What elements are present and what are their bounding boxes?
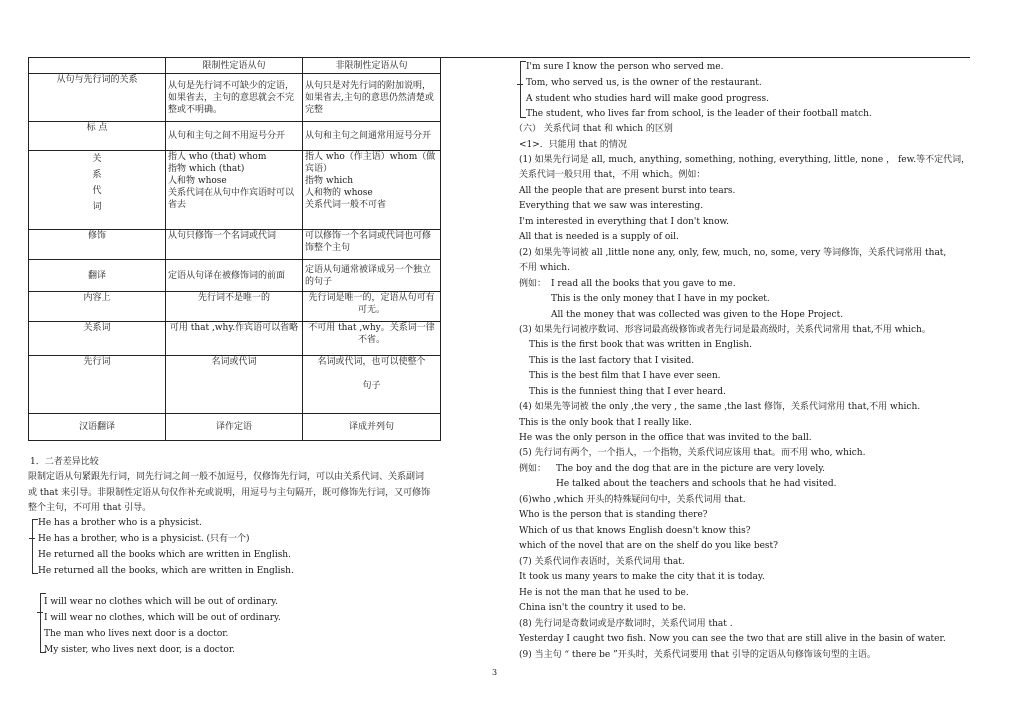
rule-text: (1) 如果先行词是 all, much, anything, something, nothing, everything, little, none ， few.等不定代词， (519, 155, 971, 165)
example-sentence: This is the only book that I really like. (519, 418, 692, 428)
table-row (29, 74, 441, 122)
table-header-empty (29, 58, 166, 74)
example-sentence: My sister, who lives next door, is a doctor. (44, 645, 236, 655)
nonrestrictive-cell: 名词或代词，也可以使整个 句子 (303, 356, 441, 414)
example-sentence: This is the only money that I have in my pocket. (551, 294, 770, 304)
page-number: 3 (492, 668, 498, 677)
example-sentence: This is the last factory that I visited. (529, 356, 695, 366)
nonrestrictive-cell: 先行词是唯一的，定语从句可有可无。 (303, 292, 441, 322)
example-sentence: The student, who lives far from school, is the leader of their football match. (526, 109, 872, 119)
example-sentence: I read all the books that you gave to me. (551, 279, 736, 289)
table-header-nonrestrictive: 非限制性定语从句 (303, 58, 441, 74)
table-header-restrictive: 限制性定语从句 (166, 58, 303, 74)
rule-text: 不用 which. (519, 263, 570, 273)
example-sentence: He returned all the books, which are written in English. (38, 566, 294, 576)
nonrestrictive-cell: 定语从句通常被译成另一个独立的句子 (303, 260, 441, 292)
rule-text: (8) 先行词是奇数词或是序数词时，关系代词用 that . (519, 619, 733, 629)
example-bracket (32, 519, 33, 574)
row-label: 内容上 (29, 292, 166, 322)
example-label: 例如： (519, 279, 547, 289)
rule-text: (2) 如果先等词被 all ,little none any, only, few, much, no, some, very 等词修饰，关系代词常用 that, (519, 248, 947, 258)
table-row (29, 122, 441, 151)
restrictive-cell: 可用 that ,why.作宾语可以省略 (166, 322, 303, 356)
row-label: 从句与先行词的关系 (29, 74, 166, 122)
example-sentence: Which of us that knows English doesn't know this? (519, 526, 751, 536)
row-label: 先行词 (29, 356, 166, 414)
example-sentence: I'm sure I know the person who served me. (526, 62, 724, 72)
example-sentence: The boy and the dog that are in the picture are very lovely. (556, 464, 825, 474)
table-header-row (29, 58, 441, 74)
example-sentence: A student who studies hard will make good progress. (526, 94, 770, 104)
example-sentence: which of the novel that are on the shelf do you like best? (519, 541, 778, 551)
example-sentence: This is the funniest thing that I ever heard. (529, 387, 726, 397)
table-row (29, 414, 441, 441)
restrictive-cell: 定语从句译在被修饰词的前面 (166, 260, 303, 292)
example-sentence: China isn't the country it used to be. (519, 603, 686, 613)
bracket-tick (37, 612, 43, 613)
nonrestrictive-cell: 从句只是对先行词的附加说明，如果省去,主句的意思仍然清楚或完整 (303, 74, 441, 122)
example-sentence: He is not the man that he used to be. (519, 588, 689, 598)
row-label: 标 点 (29, 122, 166, 151)
row-label (29, 151, 166, 230)
subsection-title: <1>．只能用 that 的情况 (519, 140, 627, 150)
rule-text: (4) 如果先等词被 the only ,the very , the same ,the last 修饰，关系代词常用 that,不用 which. (519, 402, 921, 412)
row-label: 关系词 (29, 322, 166, 356)
example-sentence: Who is the person that is standing there? (519, 510, 708, 520)
table-row (29, 260, 441, 292)
bracket-tick (29, 538, 35, 539)
nonrestrictive-cell: 指人 who（作主语）whom（做宾语） 指物 which 人和物的 whose 关系代词一般不可省 (303, 151, 441, 230)
nonrestrictive-cell: 不可用 that ,why。关系词一律不省。 (303, 322, 441, 356)
row-label: 修饰 (29, 230, 166, 260)
example-sentence: Yesterday I caught two fish. Now you can see the two that are still alive in the basin of water. (519, 634, 946, 644)
example-sentence: He talked about the teachers and schools that he had visited. (556, 479, 837, 489)
example-sentence: All that is needed is a supply of oil. (519, 232, 679, 242)
rule-text: (9) 当主句 “ there be ”开头时，关系代词要用 that 引导的定语从句修饰该句型的主语。 (519, 650, 876, 660)
rule-text: (6)who ,which 开头的特殊疑问句中，关系代词用 that. (519, 495, 746, 505)
example-sentence: All the people that are present burst into tears. (519, 186, 736, 196)
rule-text: (7) 关系代词作表语时，关系代词用 that. (519, 557, 685, 567)
comparison-table (28, 57, 441, 441)
example-label: 例如： (519, 464, 547, 474)
table-row (29, 322, 441, 356)
example-sentence: I'm interested in everything that I don't know. (519, 217, 729, 227)
nonrestrictive-cell: 可以修饰一个名词或代词也可修饰整个主句 (303, 230, 441, 260)
table-row (29, 292, 441, 322)
row-label: 汉语翻译 (29, 414, 166, 441)
example-sentence: I will wear no clothes, which will be out of ordinary. (44, 613, 281, 623)
restrictive-cell: 先行词不是唯一的 (166, 292, 303, 322)
table-row (29, 230, 441, 260)
example-sentence: The man who lives next door is a doctor. (44, 629, 229, 639)
example-sentence: Everything that we saw was interesting. (519, 201, 704, 211)
example-sentence: He has a brother, who is a physicist. (只有一个) (38, 534, 250, 544)
section1-para: 或 that 来引导。非限制性定语从句仅作补充或说明，用逗号与主句隔开，既可修饰先行词，又可修饰 (28, 488, 431, 498)
restrictive-cell: 译作定语 (166, 414, 303, 441)
bracket-tick (517, 84, 523, 85)
example-sentence: He has a brother who is a physicist. (38, 518, 202, 528)
restrictive-cell: 从句和主句之间不用逗号分开 (166, 122, 303, 151)
row-label-text: 关 系 代 词 (92, 154, 102, 212)
example-sentence: This is the first book that was written in English. (529, 340, 753, 350)
row-label: 翻译 (29, 260, 166, 292)
example-sentence: All the money that was collected was given to the Hope Project. (551, 310, 844, 320)
restrictive-cell: 从句是先行词不可缺少的定语，如果省去，主句的意思就会不完整或不明确。 (166, 74, 303, 122)
example-bracket (520, 61, 521, 118)
example-bracket (40, 593, 41, 653)
section1-para: 整个主句，不可用 that 引导。 (28, 503, 152, 513)
restrictive-cell: 从句只修饰一个名词或代词 (166, 230, 303, 260)
table-row (29, 356, 441, 414)
example-sentence: He was the only person in the office that was invited to the ball. (519, 433, 812, 443)
example-sentence: This is the best film that I have ever seen. (529, 371, 721, 381)
rule-text: (3) 如果先行词被序数词、形容词最高级修饰或者先行词是最高级时，关系代词常用 that,不用 which。 (519, 325, 931, 335)
table-row (29, 151, 441, 230)
restrictive-cell: 指人 who (that) whom 指物 which (that) 人和物 whose 关系代词在从句中作宾语时可以省去 (166, 151, 303, 230)
section1-heading: 1．二者差异比较 (30, 457, 99, 467)
example-sentence: Tom, who served us, is the owner of the restaurant. (526, 78, 762, 88)
nonrestrictive-cell: 从句和主句之间通常用逗号分开 (303, 122, 441, 151)
restrictive-cell: 名词或代词 (166, 356, 303, 414)
section1-para: 限制定语从句紧跟先行词，同先行词之间一般不加逗号，仅修饰先行词，可以由关系代词、关系副词 (28, 472, 425, 482)
rule-text: 关系代词一般只用 that，不用 which。例如： (519, 170, 706, 180)
nonrestrictive-cell: 译成并列句 (303, 414, 441, 441)
example-sentence: I will wear no clothes which will be out of ordinary. (44, 597, 278, 607)
rule-text: (5) 先行词有两个，一个指人，一个指物，关系代词应该用 that。而不用 who, which. (519, 448, 866, 458)
example-sentence: He returned all the books which are written in English. (38, 550, 291, 560)
section6-title: （六） 关系代词 that 和 which 的区别 (514, 124, 673, 134)
example-sentence: It took us many years to make the city that it is today. (519, 572, 765, 582)
